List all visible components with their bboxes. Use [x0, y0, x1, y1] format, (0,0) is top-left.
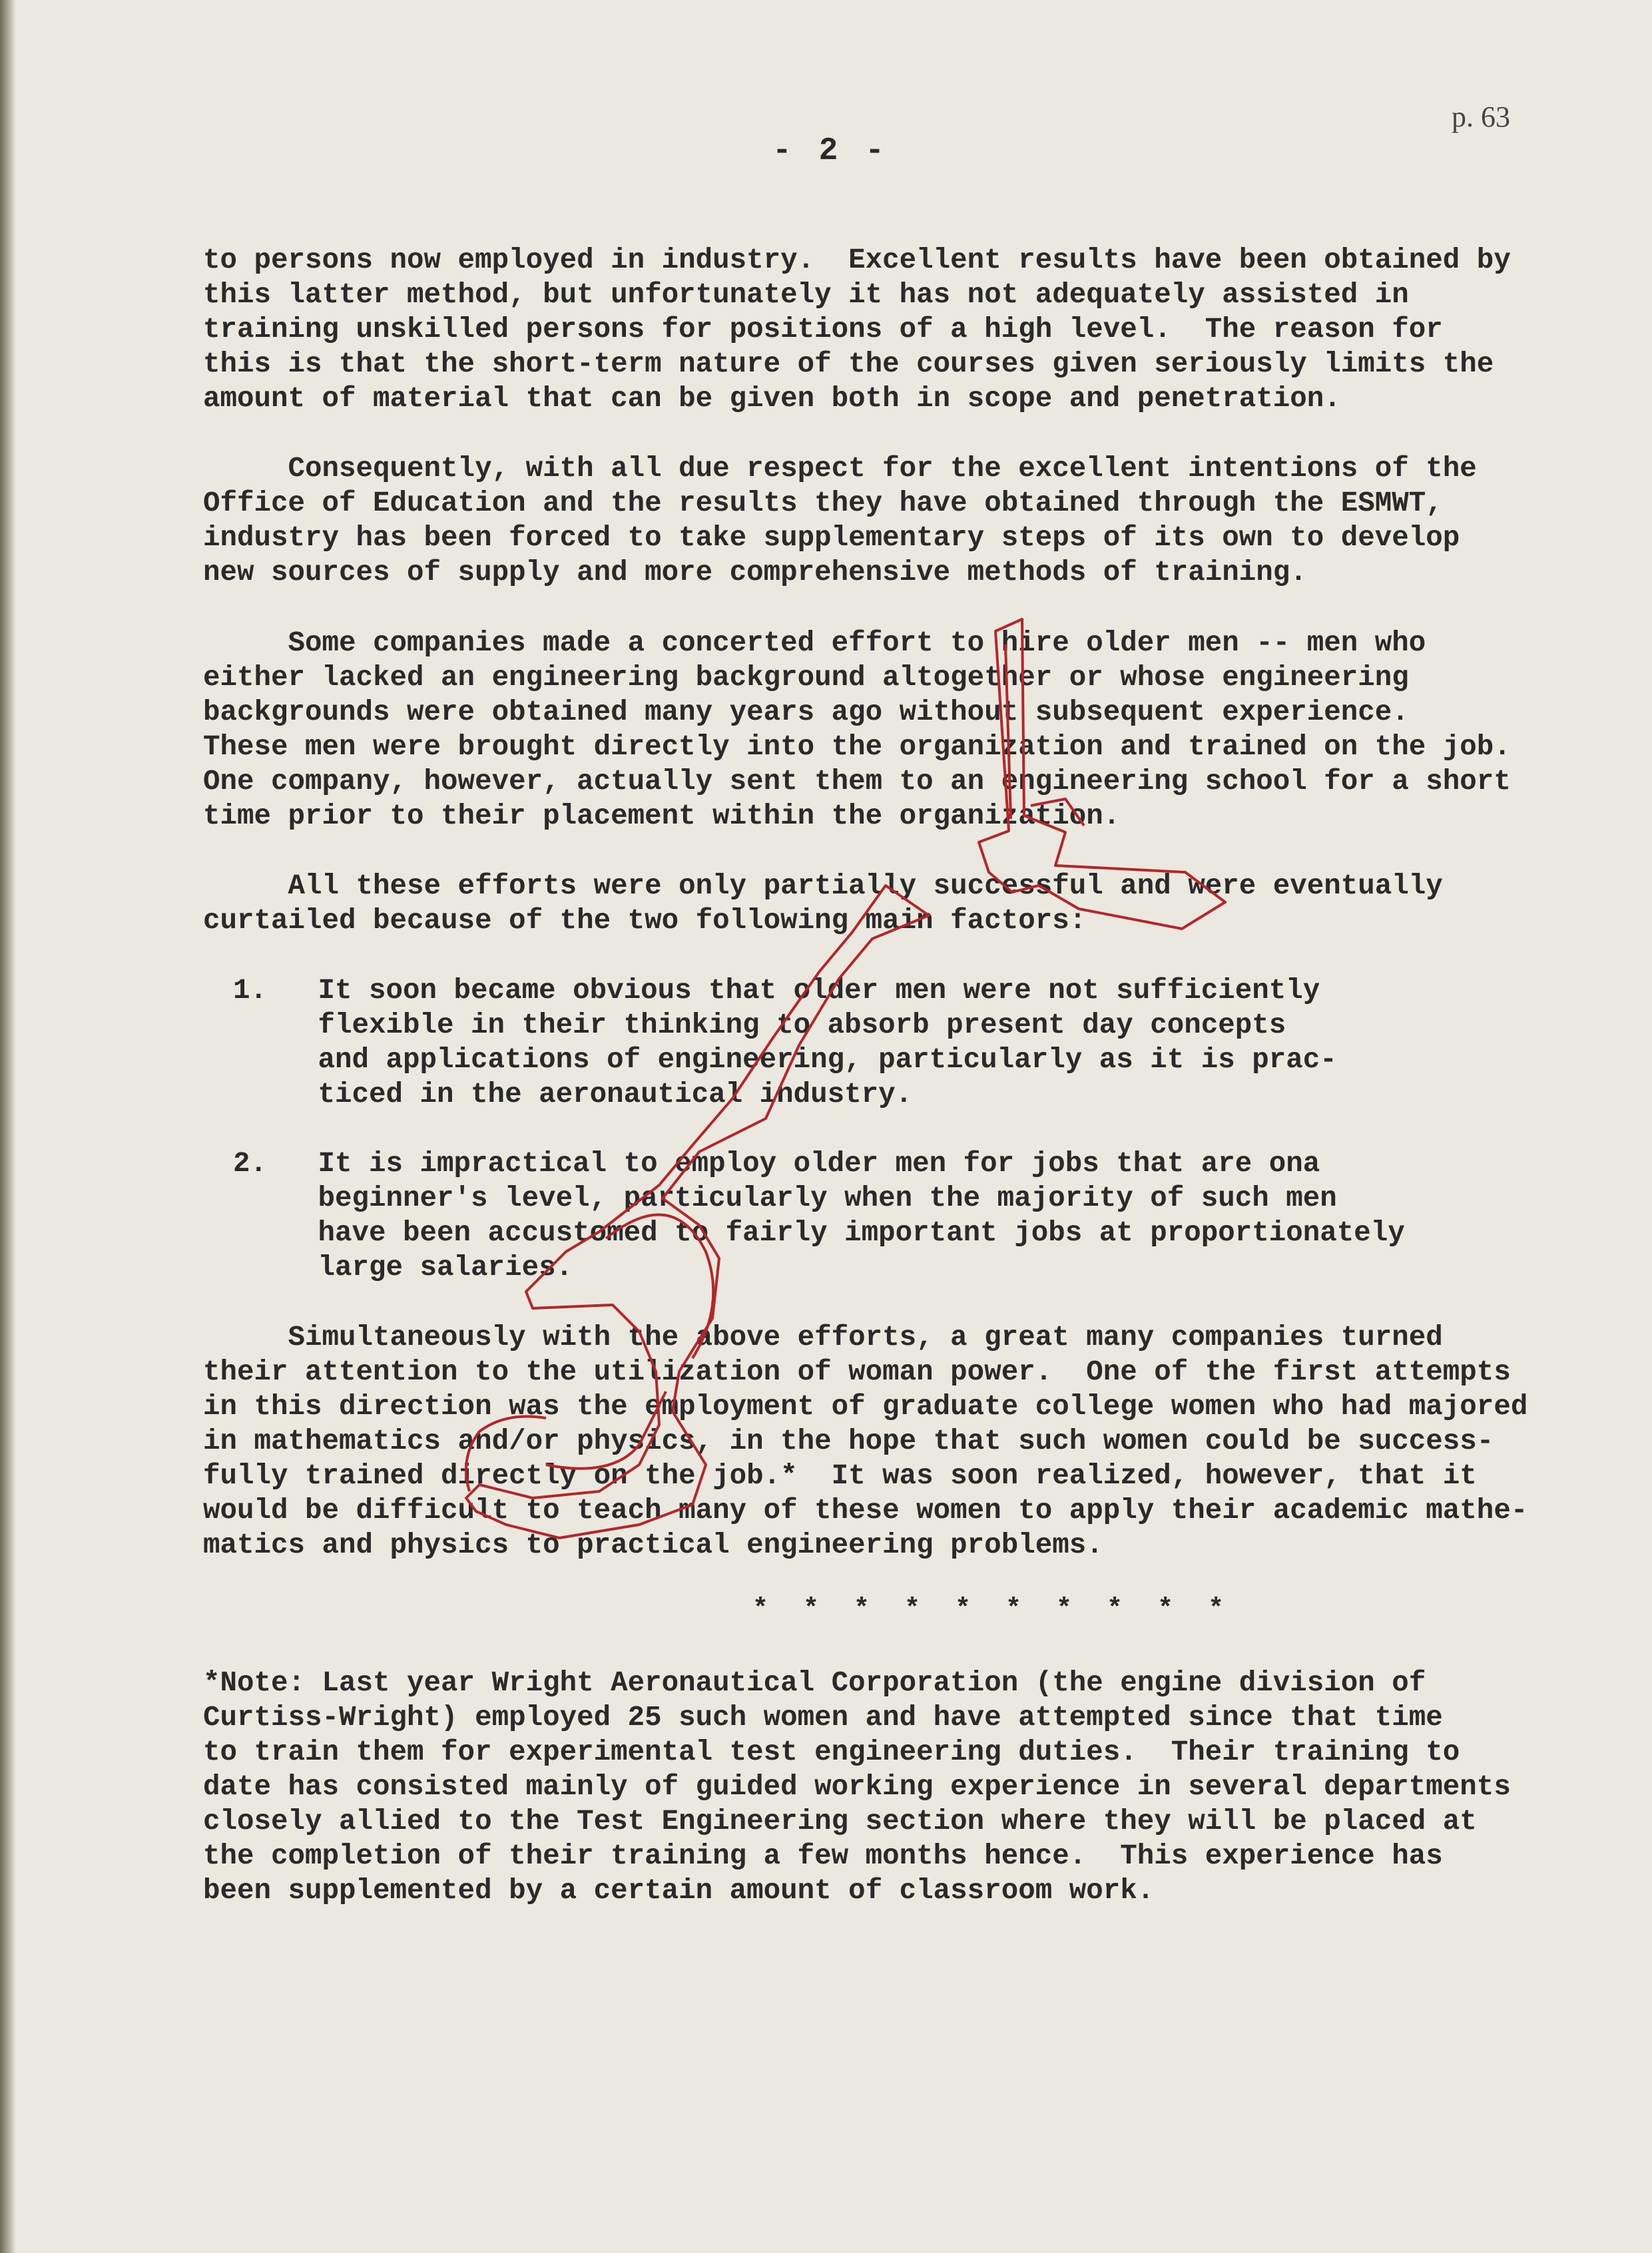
para5-line: would be difficult to teach many of these women to apply their academic mathe- — [203, 1495, 1528, 1527]
para2-line: Consequently, with all due respect for the excellent intentions of the — [203, 453, 1477, 485]
para3-line: backgrounds were obtained many years ago without subsequent experience. — [203, 696, 1409, 728]
para5-line: their attention to the utilization of woman power. One of the first attempts — [203, 1356, 1511, 1388]
para2-line: industry has been forced to take supplementary steps of its own to develop — [203, 522, 1460, 554]
para3-line: These men were brought directly into the organization and trained on the job. — [203, 731, 1511, 763]
para5-line: in mathematics and/or physics, in the hope that such women could be success- — [203, 1425, 1494, 1457]
item2-line: large salaries. — [233, 1252, 573, 1284]
note-line: Curtiss-Wright) employed 25 such women and have attempted since that time — [203, 1702, 1443, 1734]
para3-line: Some companies made a concerted effort to hire older men -- men who — [203, 627, 1426, 659]
para5-line: fully trained directly on the job.* It was soon realized, however, that it — [203, 1460, 1477, 1492]
para4-line: All these efforts were only partially successful and were eventually — [203, 870, 1443, 902]
note-line: date has consisted mainly of guided working experience in several departments — [203, 1771, 1511, 1803]
item2-line: 2. It is impractical to employ older men for jobs that are ona — [233, 1148, 1320, 1180]
stamp-outline — [466, 619, 1225, 1538]
para1-line: this latter method, but unfortunately it has not adequately assisted in — [203, 279, 1409, 311]
page-subnumber: - 2 - — [772, 133, 889, 169]
separator-stars: * * * * * * * * * * — [752, 1595, 1234, 1625]
item2-line: beginner's level, particularly when the majority of such men — [233, 1182, 1337, 1214]
para5-line: Simultaneously with the above efforts, a great many companies turned — [203, 1322, 1443, 1354]
para1-line: to persons now employed in industry. Excellent results have been obtained by — [203, 244, 1511, 276]
page-label: p. 63 — [1452, 101, 1510, 133]
para3-line: time prior to their placement within the organization. — [203, 800, 1121, 832]
para3-line: either lacked an engineering background altogether or whose engineering — [203, 662, 1409, 694]
para4-line: curtailed because of the two following main factors: — [203, 905, 1087, 937]
note-line: to train them for experimental test engineering duties. Their training to — [203, 1736, 1460, 1768]
item1-line: flexible in their thinking to absorb present day concepts — [233, 1009, 1286, 1041]
note-line: the completion of their training a few months hence. This experience has — [203, 1840, 1443, 1872]
item1-line: and applications of engineering, particularly as it is prac- — [233, 1044, 1337, 1076]
note-line: *Note: Last year Wright Aeronautical Corporation (the engine division of — [203, 1667, 1426, 1699]
para2-line: Office of Education and the results they have obtained through the ESMWT, — [203, 487, 1443, 519]
para5-line: matics and physics to practical engineering problems. — [203, 1529, 1103, 1561]
note-line: been supplemented by a certain amount of classroom work. — [203, 1875, 1155, 1907]
para1-line: training unskilled persons for positions of a high level. The reason for — [203, 314, 1443, 346]
para1-line: amount of material that can be given both in scope and penetration. — [203, 383, 1341, 415]
para1-line: this is that the short-term nature of the courses given seriously limits the — [203, 348, 1494, 380]
note-line: closely allied to the Test Engineering section where they will be placed at — [203, 1806, 1477, 1838]
item1-line: ticed in the aeronautical industry. — [233, 1079, 913, 1111]
item2-line: have been accustomed to fairly important jobs at proportionately — [233, 1217, 1405, 1249]
item1-line: 1. It soon became obvious that older men were not sufficiently — [233, 975, 1320, 1007]
para2-line: new sources of supply and more comprehensive methods of training. — [203, 557, 1307, 589]
para3-line: One company, however, actually sent them to an engineering school for a short — [203, 766, 1511, 798]
para5-line: in this direction was the employment of graduate college women who had majored — [203, 1391, 1528, 1423]
